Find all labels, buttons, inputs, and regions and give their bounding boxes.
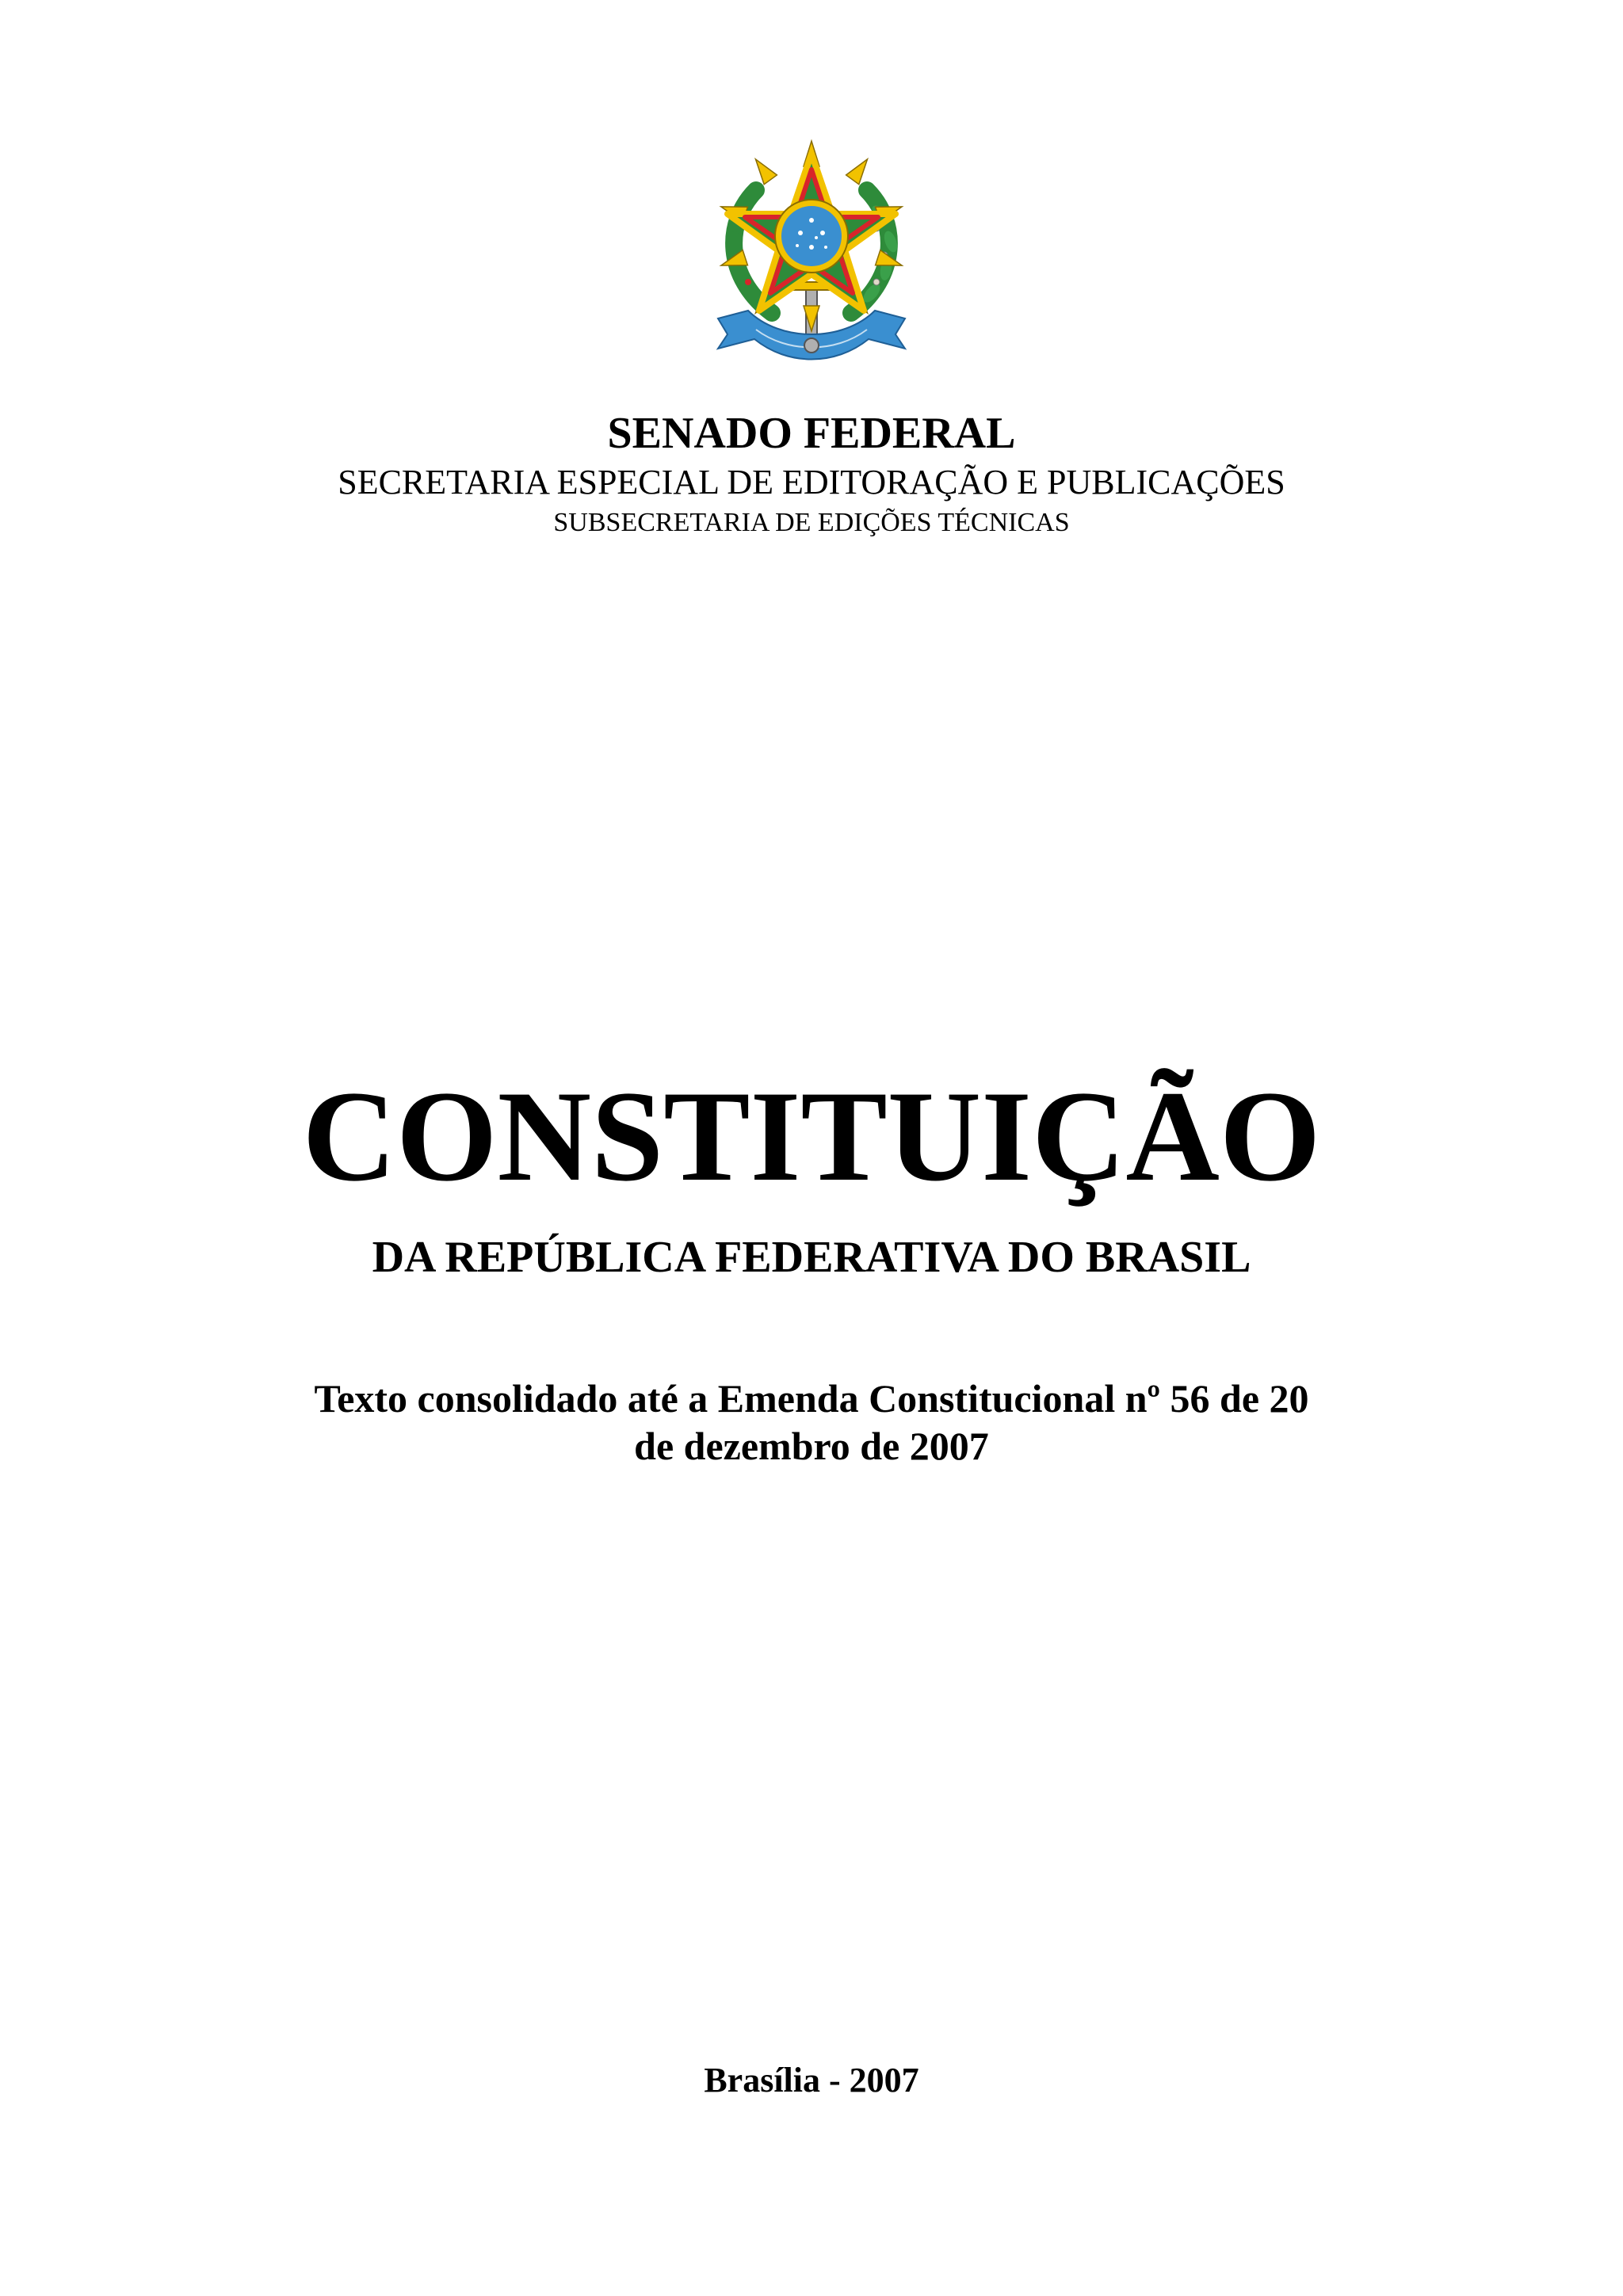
document-title: CONSTITUIÇÃO <box>302 1065 1321 1208</box>
secretariat-name: SECRETARIA ESPECIAL DE EDITORAÇÃO E PUBLICAÇÕES <box>338 463 1285 502</box>
coat-of-arms-icon <box>701 135 922 372</box>
subsecretariat-name: SUBSECRETARIA DE EDIÇÕES TÉCNICAS <box>553 508 1070 537</box>
place-and-date: Brasília - 2007 <box>704 2061 919 2100</box>
consolidation-note <box>0 1375 1623 1470</box>
consolidation-note-line-1: Texto consolidado até a Emenda Constitucional nº 56 de 20 <box>314 1376 1309 1421</box>
document-subtitle: DA REPÚBLICA FEDERATIVA DO BRASIL <box>372 1233 1251 1282</box>
institution-name: SENADO FEDERAL <box>607 409 1016 458</box>
consolidation-note-line-2: de dezembro de 2007 <box>634 1424 989 1468</box>
